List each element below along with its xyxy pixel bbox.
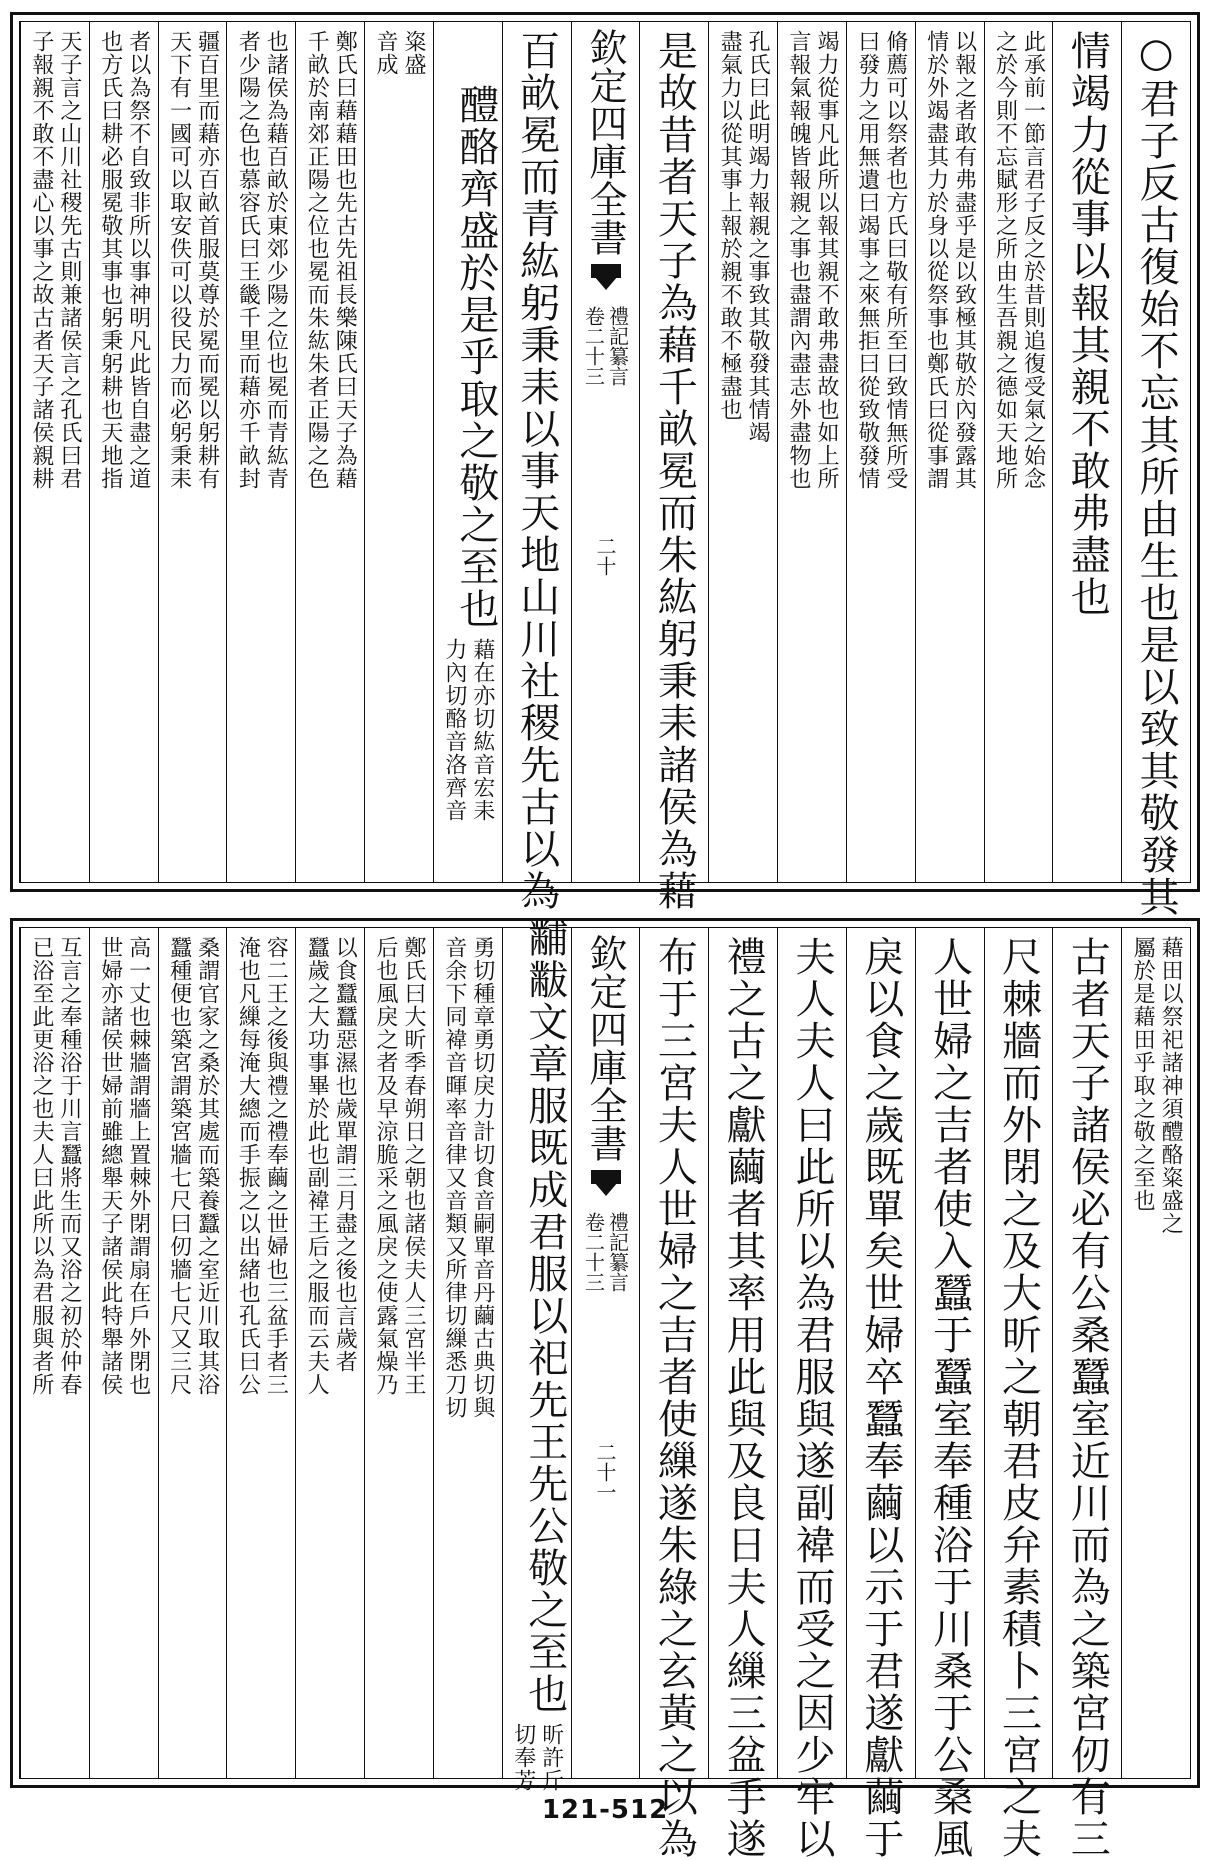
text-column [89,928,158,1778]
text-column [364,22,433,882]
commentary-line: 粢盛 [401,30,427,76]
commentary-line: 已浴至此更浴之也夫人曰此所以為君服與者所 [28,936,54,1396]
commentary-line: 疆百里而藉亦百畝首服莫尊於冕而冕以躬耕有 [194,30,220,490]
commentary-line: 也諸侯為藉百畝於東郊少陽之位也冕而青紘青 [263,30,289,490]
text-column [708,22,777,882]
commentary-line: 者以為祭不自致非所以事神明凡此皆自盡之道 [125,30,151,490]
text-column [777,928,846,1860]
main-text-column: 古者天子諸侯必有公桑蠶室近川而為之築宮仞有三 [1064,936,1111,1860]
commentary-line: 高一丈也棘牆謂牆上置棘外閉謂扇在戶外閉也 [125,936,151,1396]
commentary-line: 之於今則不忘賦形之所由生吾親之德如天地所 [992,30,1018,490]
commentary-line: 此承前一節言君子反之於昔則追復受氣之始念 [1020,30,1046,490]
main-text-column: 是故昔者天子為藉千畝冕而朱紘躬秉耒諸侯為藉 [651,30,698,912]
text-column [1052,22,1121,882]
commentary-line: 音余下同褘音暉率音律又音類又所律切繅悉刀切 [441,936,467,1419]
folio-number: 二十一 [593,1442,618,1502]
main-text-column: 布于三宮夫人世婦之吉者使繅遂朱綠之玄黃之以為 [651,936,698,1860]
text-column [226,928,295,1778]
annotation-line: 昕許斤 [538,1722,564,1792]
text-column [571,928,640,1778]
text-column [158,928,227,1778]
book-title: 欽定四庫全書 [583,28,628,256]
commentary-line: 蠶歲之大功事畢於此也副褘王后之服而云夫人 [304,936,330,1396]
folio-number: 二十 [593,536,618,576]
main-text-wrapper [440,76,499,828]
text-column [984,928,1053,1860]
text-column [639,22,708,912]
commentary-line: 屬於是藉田乎取之敬之至也 [1130,936,1156,1212]
text-column [777,22,846,882]
commentary-line: 言報氣報魄皆報親之事也盡謂內盡志外盡物也 [785,30,811,490]
main-text-column: 尺棘牆而外閉之及大昕之朝君皮弁素積卜三宮之夫 [995,936,1042,1860]
commentary-line: 者少陽之色也慕容氏曰王畿千里而藉亦千畝封 [235,30,261,490]
text-column [571,22,640,882]
text-column [846,928,915,1860]
commentary-line: 也方氏曰耕必服冕敬其事也躬秉躬耕也天地指 [97,30,123,490]
text-column [20,22,89,882]
main-text-column: 戾以食之歲既單矣世婦卒蠶奉繭以示于君遂獻繭于 [857,936,904,1860]
book-title: 欽定四庫全書 [583,934,628,1162]
text-column [89,22,158,882]
text-column [295,928,364,1778]
annotation-line: 藉在亦切紘音宏耒 [469,638,495,822]
commentary-line: 后也風戾之者及早涼脆采之風戾之使露氣燥乃 [373,936,399,1396]
commentary-line: 淹也凡繅每淹大總而手振之以出緒也孔氏曰公 [235,936,261,1396]
fish-tail-mark [591,264,621,294]
text-column [295,22,364,882]
text-column [1121,928,1190,1778]
commentary-line: 竭力從事凡此所以報其親不敢弗盡故也如上所 [813,30,839,490]
main-text-column: 禮之古之獻繭者其率用此與及良日夫人繅三盆手遂 [720,936,767,1860]
text-column [1121,22,1190,918]
text-column [158,22,227,882]
commentary-line: 世婦亦諸侯世婦前雖總舉天子諸侯此特舉諸侯 [97,936,123,1396]
commentary-line: 孔氏曰此明竭力報親之事致其敬發其情竭 [745,30,771,444]
text-column [639,928,708,1860]
commentary-line: 鄭氏曰大昕季春朔日之朝也諸侯夫人三宮半王 [401,936,427,1396]
fish-tail-mark [591,1170,621,1200]
text-column [984,22,1053,882]
text-column [1052,928,1121,1860]
chapter-info [581,1212,630,1292]
page-number: 121-512 [541,1795,669,1825]
commentary-line: 曰發力之用無遺曰竭事之來無拒曰從致敬發情 [854,30,880,490]
commentary-line: 藉田以祭祀諸神須醴酪粢盛之 [1158,936,1184,1235]
text-column [502,916,571,1792]
text-column [20,928,89,1778]
commentary-line: 互言之奉種浴于川言蠶將生而又浴之初於仲春 [56,936,82,1396]
annotation-line: 力內切酪音洛齊音 [441,638,467,822]
commentary-line: 鄭氏曰藉藉田也先古先祖長樂陳氏曰天子為藉 [332,30,358,490]
commentary-line: 情於外竭盡其力於身以從祭事也鄭氏曰從事謂 [923,30,949,490]
text-column [433,928,502,1778]
commentary-line: 以食蠶蠶惡濕也歲單謂三月盡之後也言歲者 [332,936,358,1373]
commentary-line: 天下有一國可以取安佚可以役民力而必躬秉耒 [166,30,192,490]
commentary-line: 容二王之後與禮之禮奉繭之世婦也三盆手者三 [263,936,289,1396]
commentary-line: 以報之者敢有弗盡乎是以致極其敬於內發露其 [951,30,977,490]
annotation-block [509,1715,565,1798]
text-column [915,928,984,1860]
annotation-block [440,630,496,828]
text-column [915,22,984,882]
main-text-column: 百畝冕而青紘躬秉耒以事天地山川社稷先古以為 [513,30,560,912]
text-column [226,22,295,882]
commentary-line: 蠶種便也築宮謂築宮牆七尺曰仞牆七尺又三尺 [166,936,192,1396]
chapter-line: 卷二十三 [581,1212,606,1292]
commentary-line: 千畝於南郊正陽之位也冕而朱紘朱者正陽之色 [304,30,330,490]
text-column [364,928,433,1778]
top-page-columns [20,22,1190,918]
chapter-info [581,306,630,386]
chapter-line: 禮記纂言 [605,1212,630,1292]
commentary-line: 子報親不敢不盡心以事之故古者天子諸侯親耕 [28,30,54,490]
annotation-line: 切奉芳 [510,1722,536,1792]
commentary-line: 勇切種章勇切戾力計切食音嗣單音丹繭古典切與 [469,936,495,1419]
chapter-line: 禮記纂言 [605,306,630,386]
main-text-column: 夫人夫人曰此所以為君服與遂副褘而受之因少牢以 [788,936,835,1860]
commentary-line: 脩薦可以祭者也方氏曰敬有所至曰致情無所受 [882,30,908,490]
main-text-column: ○君子反古復始不忘其所由生也是以致其敬發其 [1133,30,1180,918]
main-text-column: 人世婦之吉者使入蠶于蠶室奉種浴于川桑于公桑風 [926,936,973,1860]
main-text-column: 醴酪齊盛於是乎取之敬之至也 [452,84,499,630]
commentary-line: 音成 [373,30,399,76]
text-column [708,928,777,1860]
commentary-line: 桑謂官家之桑於其處而築養蠶之室近川取其浴 [194,936,220,1396]
top-page [10,12,1200,918]
text-column [433,22,502,882]
main-text-wrapper [509,909,568,1798]
text-column [502,22,571,912]
commentary-line: 天子言之山川社稷先古則兼諸侯言之孔氏曰君 [56,30,82,490]
commentary-line: 盡氣力以從其事上報於親不敢不極盡也 [717,30,743,421]
text-column [846,22,915,882]
chapter-line: 卷二十三 [581,306,606,386]
main-text-column: 黼黻文章服既成君服以祀先王先公敬之至也 [521,916,568,1715]
main-text-column: 情竭力從事以報其親不敢弗盡也 [1064,30,1111,618]
